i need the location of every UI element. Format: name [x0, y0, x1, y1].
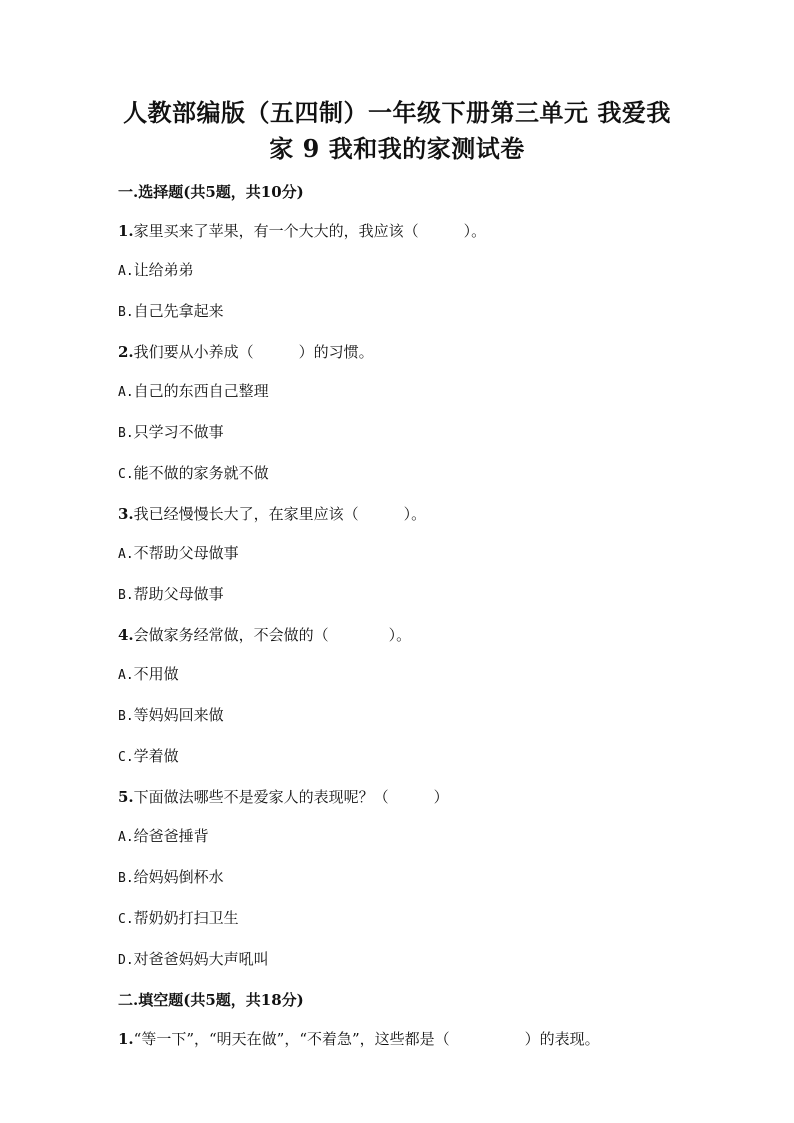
option-letter: D. [118, 953, 134, 968]
option-text: 不用做 [133, 665, 179, 683]
option-1b [118, 300, 676, 324]
question-number: 1. [118, 1030, 134, 1048]
option-letter: B. [118, 588, 134, 603]
option-5b [118, 866, 676, 890]
option-4c [118, 745, 676, 769]
option-4a [118, 663, 676, 687]
option-letter: B. [118, 871, 134, 886]
option-text: 帮助父母做事 [133, 585, 224, 603]
option-letter: C. [118, 750, 134, 765]
section-heading-fill-blank: 二.填空题(共5题，共18分) [118, 991, 304, 1009]
question-text: “等一下”，“明天在做”，“不着急”，这些都是（ ）的表现。 [133, 1030, 600, 1048]
question-text: 会做家务经常做，不会做的（ ）。 [133, 626, 412, 644]
question-block-1 [118, 220, 676, 324]
option-letter: A. [118, 547, 134, 562]
question-block-5 [118, 786, 676, 972]
question-3 [118, 503, 676, 525]
option-text: 不帮助父母做事 [133, 544, 239, 562]
title-line-2: 家 9 我和我的家测试卷 [269, 134, 525, 163]
option-letter: B. [118, 426, 134, 441]
question-5 [118, 786, 676, 808]
option-text: 给爸爸捶背 [133, 827, 209, 845]
question-block-3 [118, 503, 676, 607]
question-number: 1. [118, 222, 134, 240]
option-text: 对爸爸妈妈大声吼叫 [133, 950, 269, 968]
option-3a [118, 542, 676, 566]
question-2 [118, 341, 676, 363]
option-text: 等妈妈回来做 [133, 706, 224, 724]
question-4 [118, 624, 676, 646]
question-text: 家里买来了苹果，有一个大大的，我应该（ ）。 [133, 222, 487, 240]
title-line-1: 人教部编版（五四制）一年级下册第三单元 我爱我 [123, 98, 671, 127]
option-5c [118, 907, 676, 931]
option-letter: C. [118, 912, 134, 927]
option-letter: A. [118, 385, 134, 400]
option-2b [118, 421, 676, 445]
question-block-2 [118, 341, 676, 486]
option-letter: A. [118, 264, 134, 279]
option-3b [118, 583, 676, 607]
option-5a [118, 825, 676, 849]
option-text: 帮奶奶打扫卫生 [133, 909, 239, 927]
question-number: 2. [118, 343, 134, 361]
option-text: 只学习不做事 [133, 423, 224, 441]
fill-question-1 [118, 1028, 676, 1050]
option-text: 自己的东西自己整理 [133, 382, 269, 400]
option-5d [118, 948, 676, 972]
question-number: 5. [118, 788, 134, 806]
question-1 [118, 220, 676, 242]
option-letter: A. [118, 830, 134, 845]
option-2c [118, 462, 676, 486]
option-text: 自己先拿起来 [133, 302, 224, 320]
question-number: 4. [118, 626, 134, 644]
option-text: 能不做的家务就不做 [133, 464, 269, 482]
option-4b [118, 704, 676, 728]
option-letter: B. [118, 305, 134, 320]
option-letter: A. [118, 668, 134, 683]
page-title [118, 0, 676, 167]
question-block-4 [118, 624, 676, 769]
fill-question-block-1 [118, 1028, 676, 1050]
option-text: 学着做 [133, 747, 179, 765]
question-text: 我已经慢慢长大了，在家里应该（ ）。 [133, 505, 427, 523]
option-letter: C. [118, 467, 134, 482]
option-letter: B. [118, 709, 134, 724]
question-text: 下面做法哪些不是爱家人的表现呢？（ ） [133, 788, 449, 806]
option-1a [118, 259, 676, 283]
option-text: 给妈妈倒杯水 [133, 868, 224, 886]
option-2a [118, 380, 676, 404]
question-number: 3. [118, 505, 134, 523]
option-text: 让给弟弟 [133, 261, 194, 279]
section-heading-choice: 一.选择题(共5题，共10分) [118, 183, 304, 201]
question-text: 我们要从小养成（ ）的习惯。 [133, 343, 374, 361]
